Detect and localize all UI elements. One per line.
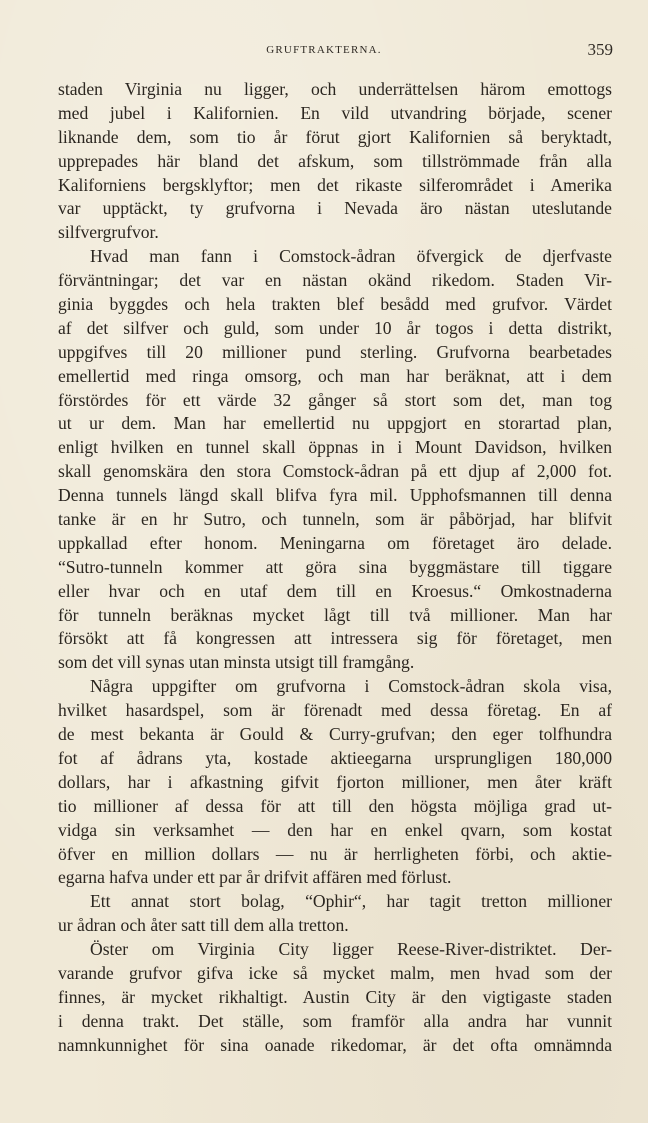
- running-title: GRUFTRAKTERNA.: [266, 44, 382, 56]
- text-line: öfver en million dollars — nu är herrligheten förbi, och aktie-: [58, 843, 612, 864]
- text-line: dollars, har i afkastning gifvit fjorton millioner, men åter kräft: [58, 771, 612, 792]
- page-number: 359: [587, 40, 613, 59]
- text-line: med jubel i Kalifornien. En vild utvandring började, scener: [58, 102, 612, 123]
- body-text: [58, 78, 612, 1058]
- text-line: Denna tunnels längd skall blifva fyra mil. Upphofsmannen till denna: [58, 485, 612, 506]
- text-line: Några uppgifter om grufvorna i Comstock-ådran skola visa,: [90, 676, 612, 697]
- text-line: finnes, är mycket rikhaltigt. Austin City är den vigtigaste staden: [58, 986, 612, 1007]
- text-line: var upptäckt, ty grufvorna i Nevada äro nästan uteslutande: [58, 198, 612, 219]
- text-line: af det silfver och guld, som under 10 år togos i detta distrikt,: [58, 317, 612, 338]
- text-line: de mest bekanta är Gould & Curry-grufvan; den eger tolfhundra: [58, 724, 612, 745]
- text-line: ur ådran och åter satt till dem alla tretton.: [58, 915, 349, 936]
- text-line: liknande dem, som tio år förut gjort Kalifornien så beryktadt,: [58, 126, 612, 147]
- text-line: som det vill synas utan minsta utsigt till framgång.: [58, 652, 415, 673]
- text-line: vidga sin verksamhet — den har en enkel qvarn, som kostat: [58, 819, 612, 840]
- text-line: egarna hafva under ett par år drifvit affären med förlust.: [58, 867, 452, 888]
- text-line: namnkunnighet för sina oanade rikedomar, är det ofta omnämnda: [58, 1034, 612, 1055]
- text-line: uppgifves till 20 millioner pund sterling. Grufvorna bearbetades: [58, 341, 612, 362]
- text-line: Kaliforniens bergsklyftor; men det rikaste silferområdet i Amerika: [58, 174, 612, 195]
- text-line: skall genomskära den stora Comstock-ådran på ett djup af 2,000 fot.: [58, 461, 612, 482]
- text-line: fot af ådrans yta, kostade aktieegarna ursprungligen 180,000: [58, 747, 612, 768]
- text-line: upprepades här bland det afskum, som tillströmmade från alla: [58, 150, 612, 171]
- text-line: ut ur dem. Man har emellertid nu uppgjort en storartad plan,: [58, 413, 612, 434]
- text-line: staden Virginia nu ligger, och underrättelsen härom emottogs: [58, 79, 612, 99]
- text-line: emellertid med ringa omsorg, och man har beräknat, att i dem: [58, 365, 612, 386]
- text-line: för tunneln beräknas mycket lågt till två millioner. Man har: [58, 604, 612, 625]
- text-line: förstördes för ett värde 32 gånger så stort som det, man tog: [58, 389, 612, 410]
- running-head: [0, 40, 648, 60]
- text-line: förväntningar; det var en nästan okänd rikedom. Staden Vir-: [58, 270, 612, 291]
- text-line: enligt hvilken en tunnel skall öppnas in i Mount Davidson, hvilken: [58, 437, 612, 458]
- text-line: hvilket hasardspel, som är förenadt med dessa företag. En af: [58, 700, 612, 721]
- text-line: i denna trakt. Det ställe, som framför alla andra har vunnit: [58, 1010, 612, 1031]
- text-line: varande grufvor gifva icke så mycket malm, men hvad som der: [58, 962, 612, 983]
- text-line: ginia byggdes och hela trakten blef besådd med grufvor. Värdet: [58, 294, 612, 315]
- text-line: Hvad man fann i Comstock-ådran öfvergick de djerfvaste: [90, 246, 612, 267]
- text-line: försökt att få kongressen att intressera sig för företaget, men: [58, 628, 612, 649]
- text-line: “Sutro-tunneln kommer att göra sina byggmästare till tiggare: [58, 556, 612, 577]
- text-line: tanke är en hr Sutro, och tunneln, som är påbörjad, har blifvit: [58, 509, 612, 530]
- text-line: tio millioner af dessa för att till den högsta möjliga grad ut-: [58, 795, 612, 816]
- text-line: eller hvar och en utaf dem till en Kroesus.“ Omkostnaderna: [58, 580, 612, 601]
- text-line: uppkallad efter honom. Meningarna om företaget äro delade.: [58, 532, 612, 553]
- text-line: Öster om Virginia City ligger Reese-River-distriktet. Der-: [90, 939, 612, 960]
- text-line: Ett annat stort bolag, “Ophir“, har tagit tretton millioner: [90, 891, 612, 912]
- text-line: silfvergrufvor.: [58, 222, 159, 243]
